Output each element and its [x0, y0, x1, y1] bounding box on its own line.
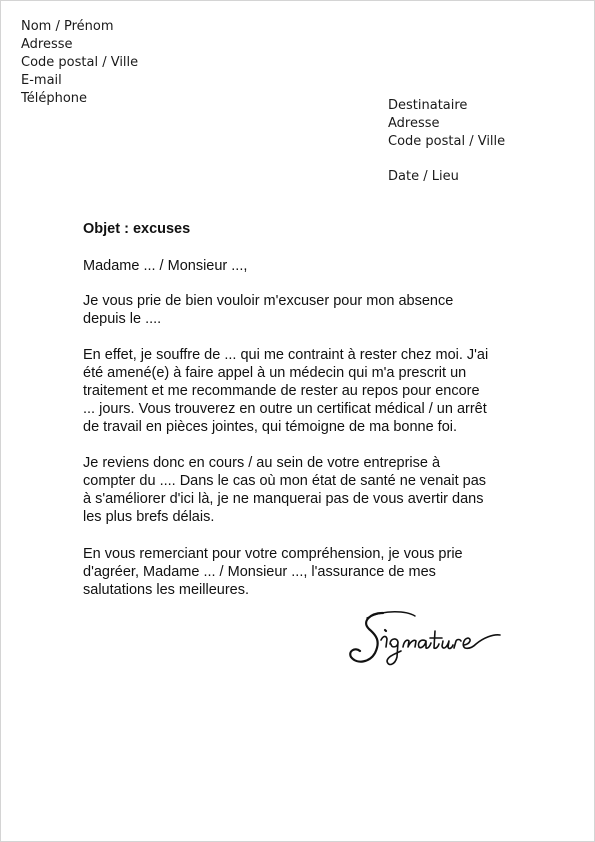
recipient-name: Destinataire	[388, 98, 468, 113]
sender-block	[21, 18, 138, 108]
body-paragraph-absence	[83, 292, 513, 328]
date-place: Date / Lieu	[388, 169, 459, 184]
paragraph-line: Je reviens donc en cours / au sein de votre entreprise à	[83, 455, 441, 471]
paragraph-line: ... jours. Vous trouverez en outre un certificat médical / un arrêt	[83, 401, 487, 417]
recipient-postal-city: Code postal / Ville	[388, 134, 506, 149]
paragraph-line: En vous remerciant pour votre compréhension, je vous prie	[83, 546, 463, 562]
paragraph-line: Je vous prie de bien vouloir m'excuser pour mon absence	[83, 293, 454, 309]
paragraph-line: En effet, je souffre de ... qui me contraint à rester chez moi. J'ai	[83, 347, 489, 363]
paragraph-line: compter du .... Dans le cas où mon état de santé ne venait pas	[83, 473, 487, 489]
sender-address: Adresse	[21, 37, 73, 52]
paragraph-line: les plus brefs délais.	[83, 509, 215, 525]
sender-email: E-mail	[21, 73, 62, 88]
recipient-block	[388, 97, 505, 151]
salutation: Madame ... / Monsieur ...,	[83, 258, 248, 274]
sender-phone: Téléphone	[21, 91, 88, 106]
paragraph-line: d'agréer, Madame ... / Monsieur ..., l'assurance de mes	[83, 564, 436, 580]
paragraph-line: depuis le ....	[83, 311, 162, 327]
body-paragraph-illness	[83, 346, 513, 436]
recipient-address: Adresse	[388, 116, 440, 131]
paragraph-line: de travail en pièces jointes, qui témoigne de ma bonne foi.	[83, 419, 458, 435]
body-paragraph-closing	[83, 545, 513, 599]
body-paragraph-return	[83, 454, 513, 526]
handwritten-signature	[345, 601, 505, 679]
paragraph-line: salutations les meilleures.	[83, 582, 250, 598]
sender-postal-city: Code postal / Ville	[21, 55, 139, 70]
paragraph-line: été amené(e) à faire appel à un médecin qui m'a prescrit un	[83, 365, 467, 381]
letter-subject: Objet : excuses	[83, 221, 191, 237]
sender-name: Nom / Prénom	[21, 19, 114, 34]
paragraph-line: à s'améliorer d'ici là, je ne manquerai pas de vous avertir dans	[83, 491, 484, 507]
paragraph-line: traitement et me recommande de rester au repos pour encore	[83, 383, 480, 399]
